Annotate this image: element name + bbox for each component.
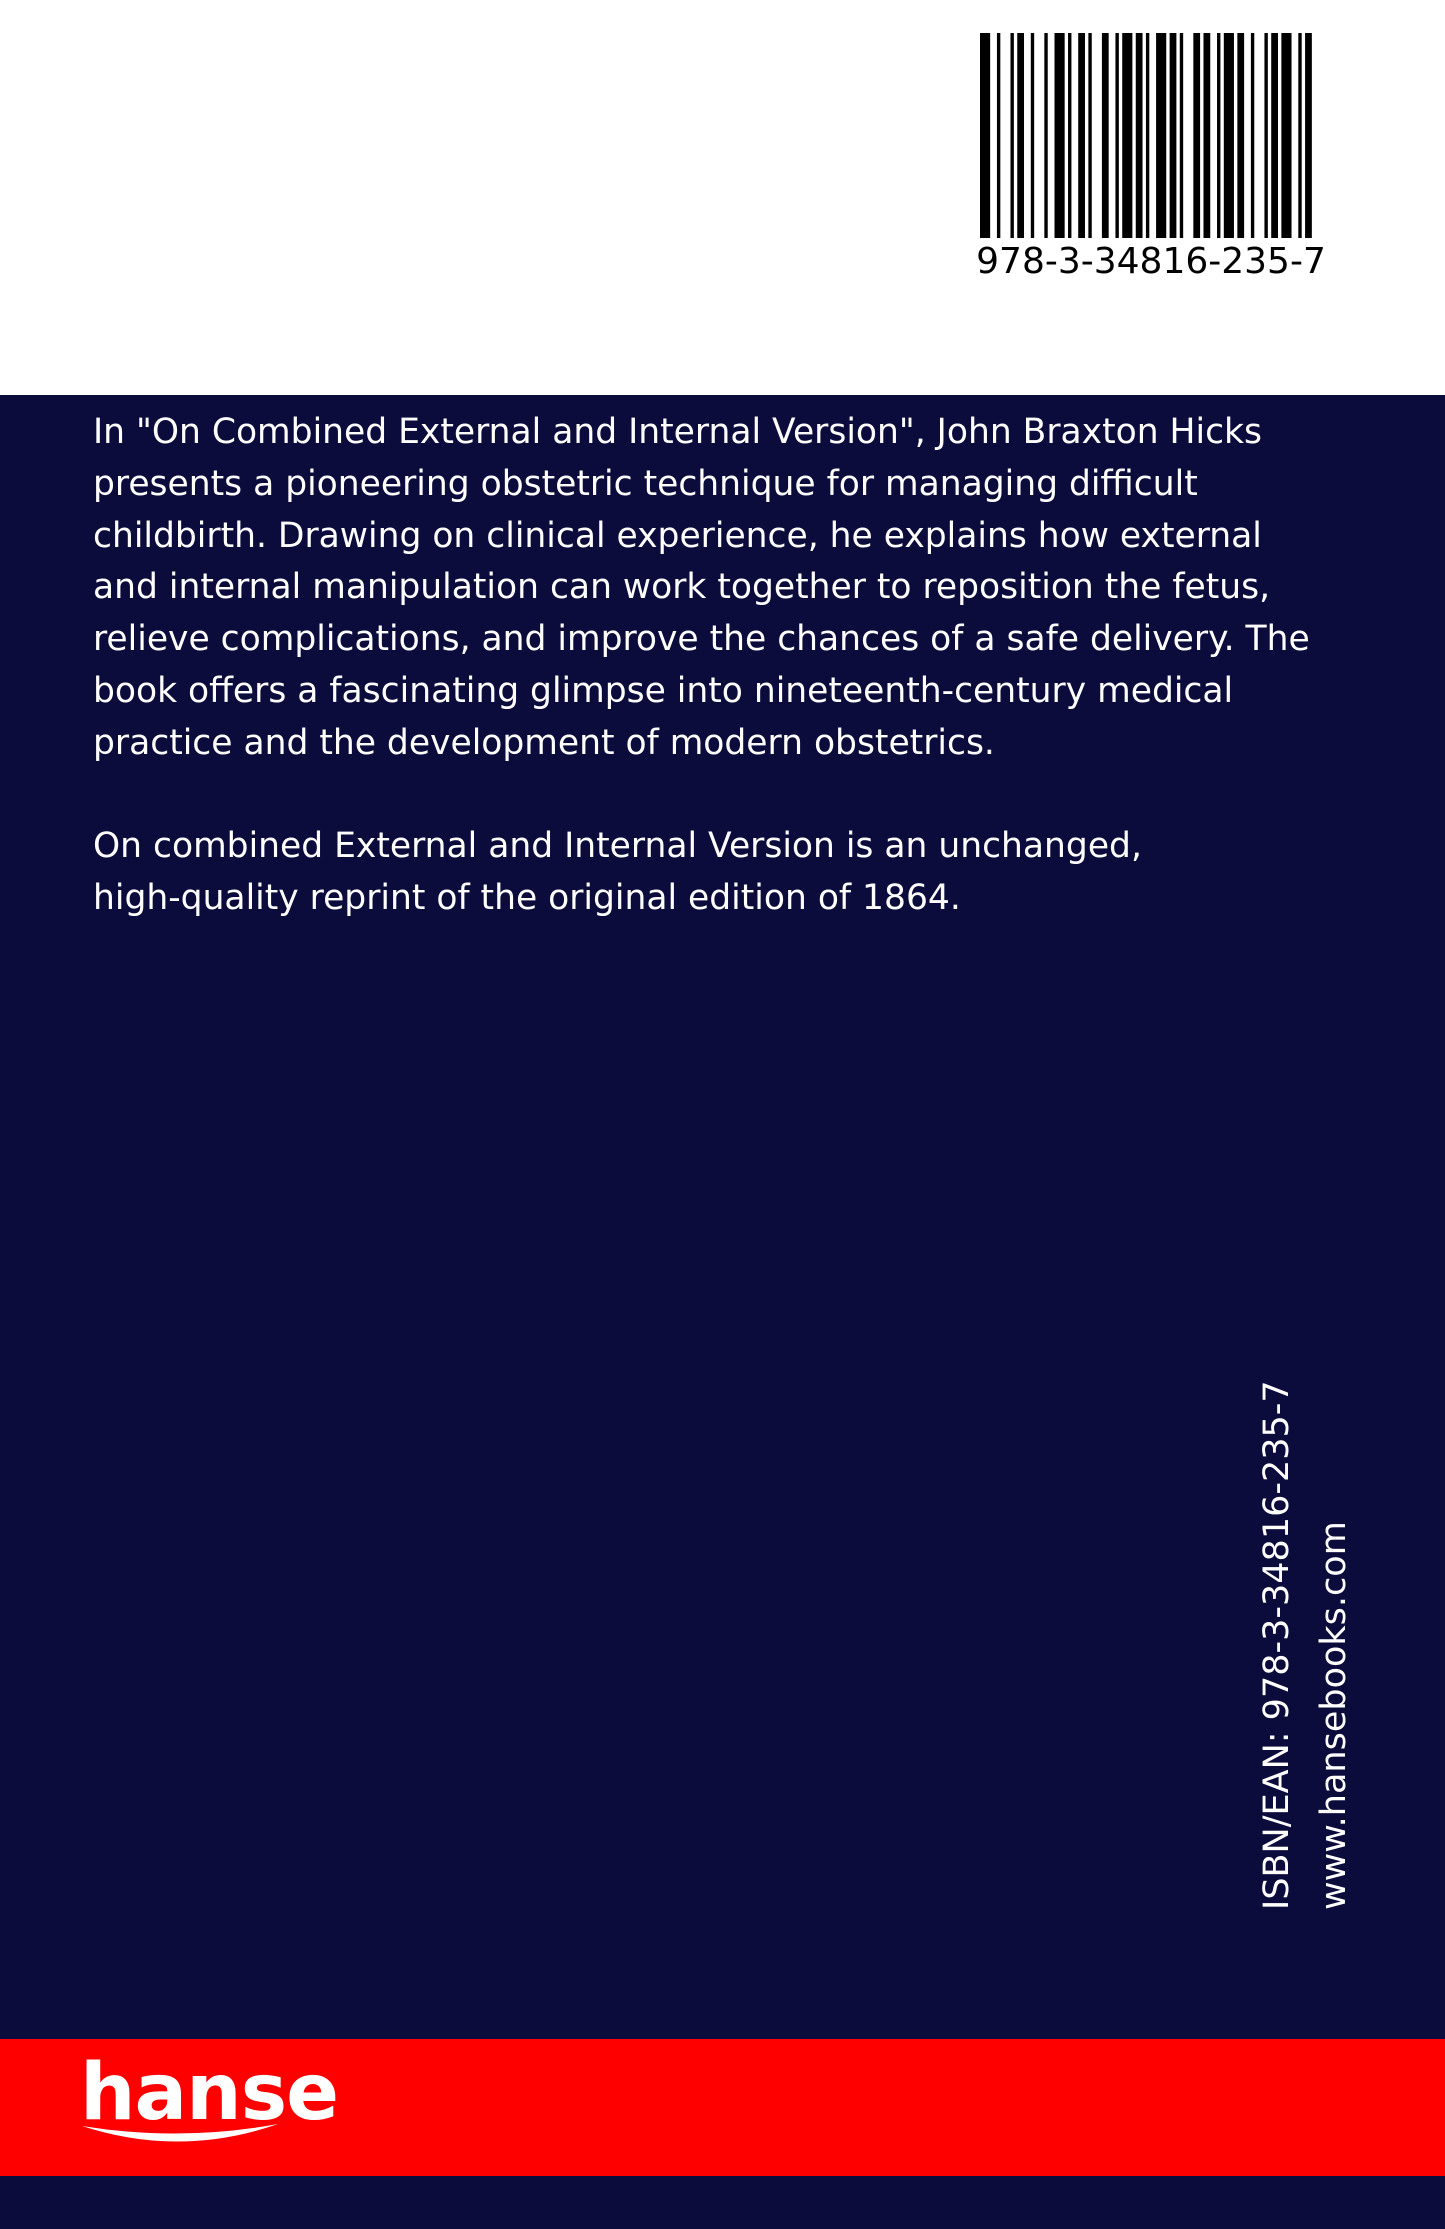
logo-text: hanse	[80, 2048, 339, 2138]
barcode-bar	[1281, 33, 1291, 238]
barcode-bar	[1264, 33, 1267, 238]
barcode-bar	[1088, 33, 1091, 238]
barcode-area	[0, 0, 1445, 395]
barcode-bar	[1298, 33, 1301, 238]
barcode-bar	[1305, 33, 1312, 238]
website-url: www.hansebooks.com	[1314, 1521, 1354, 1910]
barcode-bar	[1170, 33, 1177, 238]
barcode-bar	[1122, 33, 1132, 238]
barcode-bar	[1115, 33, 1118, 238]
barcode-bar	[1271, 33, 1278, 238]
barcode-bar	[1017, 33, 1024, 238]
bottom-band	[0, 2176, 1445, 2229]
barcode-bar	[1055, 33, 1065, 238]
barcode-bar	[1203, 33, 1210, 238]
barcode-number: 978-3-34816-235-7	[976, 241, 1326, 282]
isbn-text: ISBN/EAN: 978-3-34816-235-7	[1257, 1380, 1297, 1910]
barcode-bar	[1078, 33, 1085, 238]
reprint-note: On combined External and Internal Version is an unchanged, high-quality reprint of the original edition of 1864.	[93, 826, 1142, 918]
barcode-bar	[1031, 33, 1034, 238]
barcode-bar	[980, 33, 990, 238]
logo-swoosh-icon	[80, 2118, 280, 2158]
barcode-bar	[1217, 33, 1220, 238]
barcode-bar	[1146, 33, 1149, 238]
barcode-bar	[1010, 33, 1013, 238]
hanse-logo	[80, 2048, 339, 2158]
barcode-bar	[1237, 33, 1244, 238]
barcode-bar	[1068, 33, 1071, 238]
barcode-bar	[1156, 33, 1166, 238]
barcode-bar	[1193, 33, 1200, 238]
barcode-bar	[1044, 33, 1047, 238]
barcode-bar	[1251, 33, 1254, 238]
barcode-bar	[1224, 33, 1234, 238]
barcode-icon	[980, 33, 1322, 238]
barcode-bar	[1136, 33, 1143, 238]
barcode-bar	[1180, 33, 1183, 238]
book-description: In "On Combined External and Internal Version", John Braxton Hicks presents a pioneering obstetric technique for managing difficult childbirth. Drawing on clinical experience, he explains how external and internal manipulation can work together to reposition the fetus, relieve complications, and improve the chances of a safe delivery. The book offers a fascinating glimpse into nineteenth-century medical practice and the development of modern obstetrics.	[93, 412, 1310, 763]
barcode-bar	[997, 33, 1000, 238]
barcode-bar	[1102, 33, 1109, 238]
